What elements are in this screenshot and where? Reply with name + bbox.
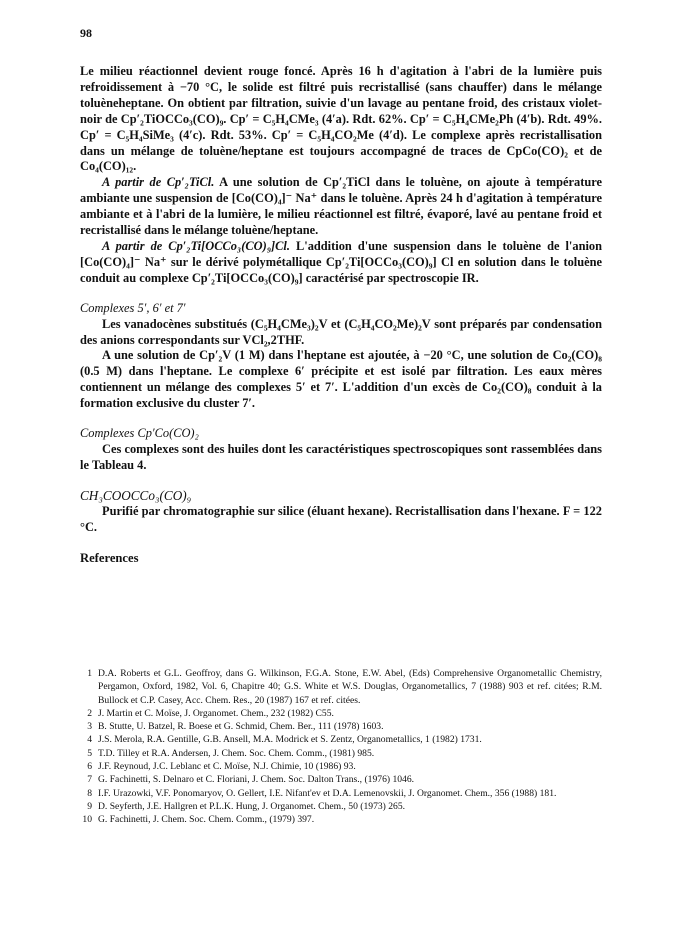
paragraph: Les vanadocènes substitués (C₅H₄CMe₃)₂V et (C₅H₄CO₂Me)₂V sont préparés par condensation des anions correspondants sur VCl₂,2THF. [80,316,602,347]
section-heading: CH₃COOCCo₃(CO)₉ [80,487,192,503]
section [80,426,602,474]
reference-item [80,813,602,826]
references-list [80,667,602,827]
reference-text: B. Stutte, U. Batzel, R. Boese et G. Schmid, Chem. Ber., 111 (1978) 1603. [98,721,384,733]
reference-item [80,747,602,760]
paragraph [80,239,602,287]
reference-number: 8 [87,787,92,799]
reference-text: G. Fachinetti, S. Delnaro et C. Floriani, J. Chem. Soc. Dalton Trans., (1976) 1046. [98,774,415,786]
reference-item [80,720,602,733]
article-body [80,64,602,567]
paragraph: Ces complexes sont des huiles dont les caractéristiques spectroscopiques sont rassemblées dans le Tableau 4. [80,441,602,472]
reference-number: 2 [87,707,92,719]
reference-number: 4 [87,734,92,746]
section [80,301,602,412]
page-number: 98 [80,26,92,40]
reference-item [80,707,602,720]
reference-text: D. Seyferth, J.E. Hallgren et P.L.K. Hung, J. Organomet. Chem., 50 (1973) 265. [98,800,406,812]
paragraph: Purifié par chromatographie sur silice (éluant hexane). Recristallisation dans l'hexane. F = 122 °C. [80,503,602,534]
section-heading: Complexes 5′, 6′ et 7′ [80,300,186,315]
reference-number: 3 [87,721,92,733]
reference-item [80,733,602,746]
paragraph: A une solution de Cp′₂V (1 M) dans l'heptane est ajoutée, à −20 °C, une solution de Co₂(CO)₈ (0.5 M) dans l'heptane. Le complexe 6′ précipite et est isolé par filtration. Les eaux mères contiennent un mélange des complexes 5′ et 7′. L'addition d'un excès de Co₂(CO)₈ conduit à la formation exclusive du cluster 7′. [80,348,602,411]
reference-text: I.F. Urazowki, V.F. Ponomaryov, O. Gellert, I.E. Nifant'ev et D.A. Lemenovskii, J. Organomet. Chem., 356 (1988) 181. [98,787,557,799]
reference-number: 5 [87,747,92,759]
reference-text: D.A. Roberts et G.L. Geoffroy, dans G. Wilkinson, F.G.A. Stone, E.W. Abel, (Eds) Comprehensive Organometallic Chemistry, Pergamon, Oxford, 1982, Vol. 6, Chapitre 40; G.S. White et W.S. Douglas, Organometallics, 7 (1988) 903 et ref. citées; R.M. Bullock et C.P. Casey, Acc. Chem. Res., 20 (1987) 167 et ref. citées. [98,668,602,706]
run-in-heading: A partir de Cp′₂Ti[OCCo₃(CO)₉]Cl. [102,238,290,253]
reference-text: J.F. Reynoud, J.C. Leblanc et C. Moïse, N.J. Chimie, 10 (1986) 93. [98,761,356,773]
paragraph-text: A une solution de Cp′₂TiCl dans le toluène, on ajoute à température ambiante une suspension de [Co(CO)₄]⁻ Na⁺ dans le toluène. Après 24 h d'agitation à température ambiante et à l'abri de la lumière, le milieu réactionnel est filtré, évaporé, lavé au pentane froid et recristallisé dans le mélange toluène/heptane. [80,175,602,238]
run-in-heading: A partir de Cp′₂TiCl. [102,175,215,190]
paragraph [80,175,602,239]
reference-item [80,800,602,813]
paragraph-text: L'addition d'une suspension dans le toluène de l'anion [Co(CO)₄]⁻ Na⁺ sur le dérivé polymétallique Cp′₂Ti[OCCo₃(CO)₉] Cl en solution dans le toluène conduit au complexe Cp′₂Ti[OCCo₃(CO)₉] caractérisé par spectroscopie IR. [80,238,602,285]
reference-number: 10 [82,814,92,826]
reference-item [80,787,602,800]
reference-number: 7 [87,774,92,786]
reference-item [80,760,602,773]
section [80,488,602,536]
reference-number: 9 [87,800,92,812]
reference-text: G. Fachinetti, J. Chem. Soc. Chem. Comm., (1979) 397. [98,814,315,826]
reference-number: 1 [87,668,92,679]
references-heading: References [80,551,139,566]
reference-item [80,667,602,707]
paragraph: Le milieu réactionnel devient rouge foncé. Après 16 h d'agitation à l'abri de la lumière puis refroidissement à −70 °C, le solide est filtré puis recristallisé (sans chauffer) dans le mélange toluèneheptane. On obtient par filtration, suivie d'un lavage au pentane froid, des cristaux violet-noir de Cp′₂TiOCCo₃(CO)₉. Cp′ = C₅H₄CMe₃ (4′a). Rdt. 62%. Cp′ = C₅H₄CMe₂Ph (4′b). Rdt. 49%. Cp′ = C₅H₄SiMe₃ (4′c). Rdt. 53%. Cp′ = C₅H₄CO₂Me (4′d). Le complexe après recristallisation dans un mélange de toluène/heptane est toujours accompagné de traces de CpCo(CO)₂ et de Co₄(CO)₁₂. [80,64,602,174]
section-heading: Complexes Cp′Co(CO)₂ [80,426,199,441]
reference-text: J.S. Merola, R.A. Gentille, G.B. Ansell, M.A. Modrick et S. Zentz, Organometallics, 1 (1982) 1731. [98,734,482,746]
reference-text: J. Martin et C. Moïse, J. Organomet. Chem., 232 (1982) C55. [98,707,334,719]
reference-text: T.D. Tilley et R.A. Andersen, J. Chem. Soc. Chem. Comm., (1981) 985. [98,747,375,759]
reference-item [80,773,602,786]
reference-number: 6 [87,761,92,773]
